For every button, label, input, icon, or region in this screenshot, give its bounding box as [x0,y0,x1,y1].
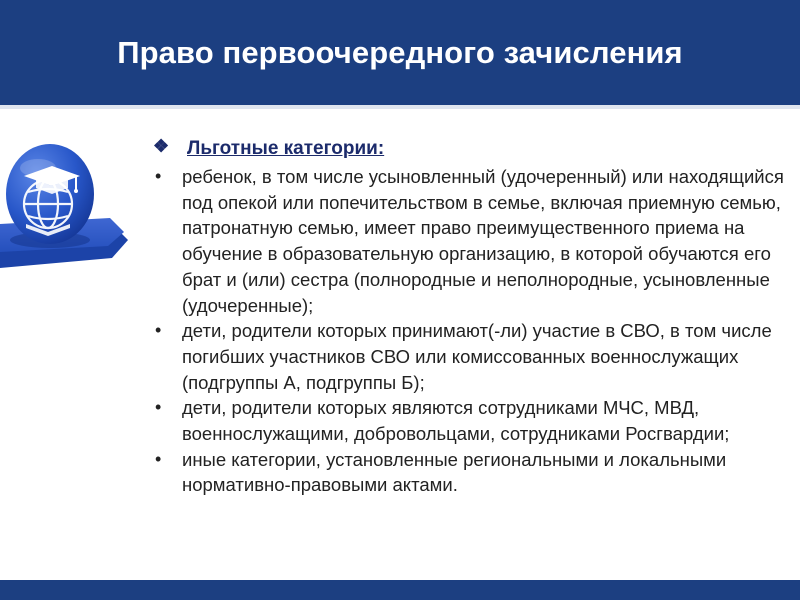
list-item-text: дети, родители которых принимают(-ли) участие в СВО, в том числе погибших участников СВО или комиссованных военнослужащих (подгруппы А, подгруппы Б); [182,320,772,393]
education-globe-icon [0,128,130,273]
content-block [150,135,798,498]
list-item [150,447,798,498]
list-item [150,318,798,395]
list-item [150,395,798,446]
list-item-text: иные категории, установленные региональными и локальными нормативно-правовыми актами. [182,448,727,496]
footer-bar [0,580,800,600]
categories-heading [150,135,798,164]
bullet-list [150,164,798,498]
bullet-dot: • [155,320,162,341]
diamond-bullet-icon: ❖ [153,136,170,156]
bullet-dot: • [155,397,162,418]
slide-title: Право первоочередного зачисления [117,35,683,70]
list-item-text: дети, родители которых являются сотрудниками МЧС, МВД, военнослужащими, добровольцами, сотрудниками Росгвардии; [182,397,730,445]
bullet-dot: • [155,166,162,186]
list-item [150,164,798,318]
list-item-text: ребенок, в том числе усыновленный (удочеренный) или находящийся под опекой или попечительством в семье, включая приемную семью, патронатную семью, имеет право преимущественного приема на обучение в образовательную организацию, в которой обучаются его брат и (или) сестра (полнородные и неполнородные, усыновленные (удочеренные); [182,166,784,316]
categories-heading-text: Льготные категории: [187,138,385,159]
header-divider [0,105,800,109]
bullet-dot: • [155,448,162,469]
